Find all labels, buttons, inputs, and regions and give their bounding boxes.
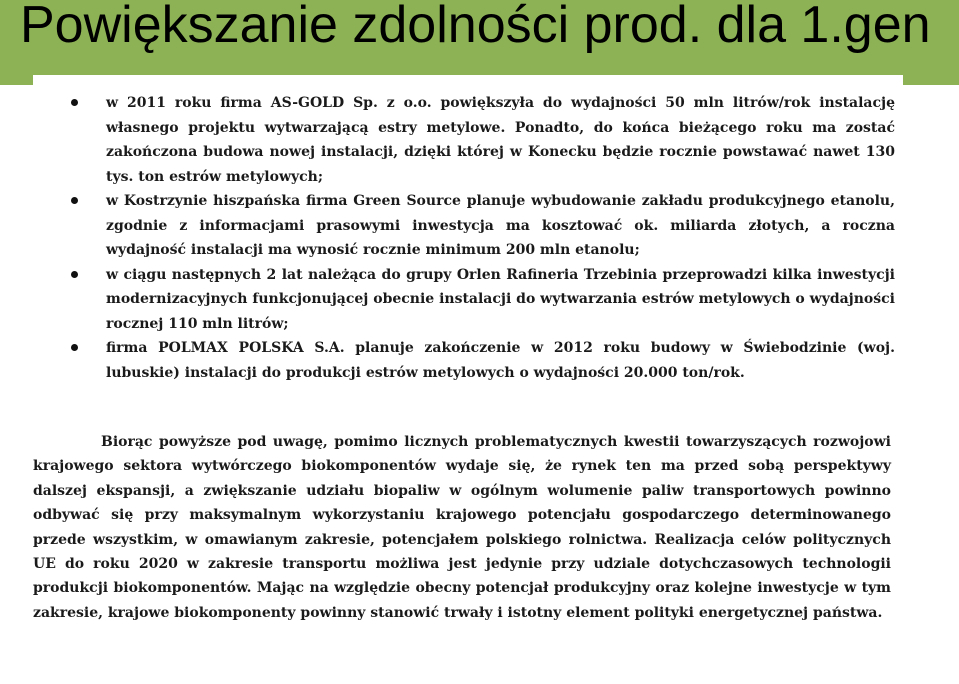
- bullet-item-1: [33, 91, 903, 189]
- bullet-dot-icon: [71, 271, 78, 278]
- title-bar: [0, 0, 959, 85]
- scanned-document: [33, 75, 903, 684]
- bullet-item-2: [33, 189, 903, 263]
- slide-title: Powiększanie zdolności prod. dla 1.gen: [20, 0, 931, 54]
- summary-paragraph: Biorąc powyższe pod uwagę, pomimo licznych problematycznych kwestii towarzyszących rozwojowi krajowego sektora wytwórczego biokomponentów wydaje się, że rynek ten ma przed sobą perspektywy dalszej ekspansji, a zwiększanie udziału biopaliw w ogólnym wolumenie paliw transportowych powinno odbywać się przy maksymalnym wykorzystaniu krajowego potencjału gospodarczego determinowanego przede wszystkim, w omawianym zakresie, potencjałem polskiego rolnictwa. Realizacja celów politycznych UE do roku 2020 w zakresie transportu możliwa jest jedynie przy udziale dotychczasowych technologii produkcji biokomponentów. Mając na względzie obecny potencjał produkcyjny oraz kolejne inwestycje w tym zakresie, krajowe biokomponenty powinny stanowić trwały i istotny element polityki energetycznej państwa.: [33, 434, 891, 621]
- bullet-text-2: w Kostrzynie hiszpańska firma Green Source planuje wybudowanie zakładu produkcyjnego etanolu, zgodnie z informacjami prasowymi inwestycja ma kosztować ok. miliarda złotych, a roczna wydajność instalacji ma wynosić rocznie minimum 200 mln etanolu;: [106, 193, 895, 258]
- bullet-text-1: w 2011 roku firma AS-GOLD Sp. z o.o. powiększyła do wydajności 50 mln litrów/rok instalację własnego projektu wytwarzającą estry metylowe. Ponadto, do końca bieżącego roku ma zostać zakończona budowa nowej instalacji, dzięki której w Konecku będzie rocznie powstawać nawet 130 tys. ton estrów metylowych;: [106, 95, 895, 185]
- bullet-dot-icon: [71, 344, 78, 351]
- bullet-dot-icon: [71, 197, 78, 204]
- bullet-text-4: firma POLMAX POLSKA S.A. planuje zakończenie w 2012 roku budowy w Świebodzinie (woj. lubuskie) instalacji do produkcji estrów metylowych o wydajności 20.000 ton/rok.: [106, 340, 895, 381]
- bullet-item-4: [33, 336, 903, 385]
- bullet-item-3: [33, 263, 903, 337]
- bullet-text-3: w ciągu następnych 2 lat należąca do grupy Orlen Rafineria Trzebinia przeprowadzi kilka inwestycji modernizacyjnych funkcjonującej obecnie instalacji do wytwarzania estrów metylowych o wydajności rocznej 110 mln litrów;: [106, 266, 895, 332]
- bullet-list: [33, 91, 903, 385]
- bullet-dot-icon: [71, 99, 78, 106]
